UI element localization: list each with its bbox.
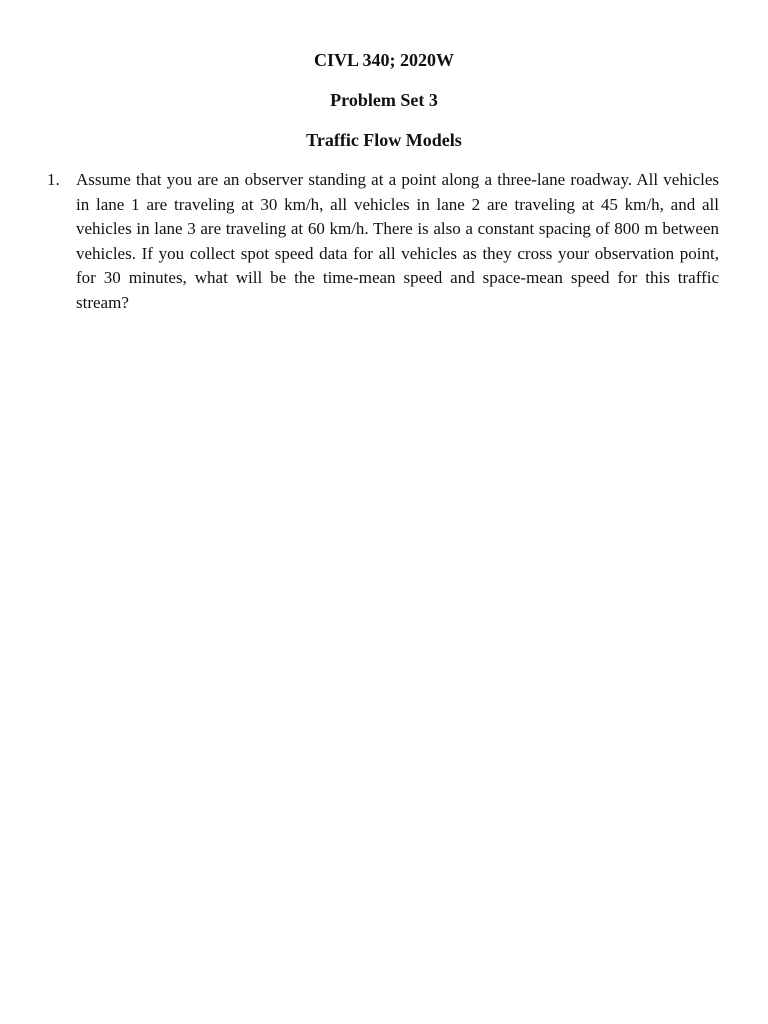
problem-item: [47, 168, 719, 316]
topic-title: Traffic Flow Models: [306, 130, 462, 150]
problem-number: 1.: [47, 170, 60, 189]
problem-set-title: Problem Set 3: [330, 90, 438, 110]
course-title: CIVL 340; 2020W: [313, 50, 454, 70]
problem-text: Assume that you are an observer standing at a point along a three-lane roadway. All vehicles in lane 1 are traveling at 30 km/h, all vehicles in lane 2 are traveling at 45 km/h, and all vehicles in lane 3 are traveling at 60 km/h. There is also a constant spacing of 800 m between vehicles. If you collect spot speed data for all vehicles as they cross your observation point, for 30 minutes, what will be the time-mean speed and space-mean speed for this traffic stream?: [76, 170, 719, 312]
